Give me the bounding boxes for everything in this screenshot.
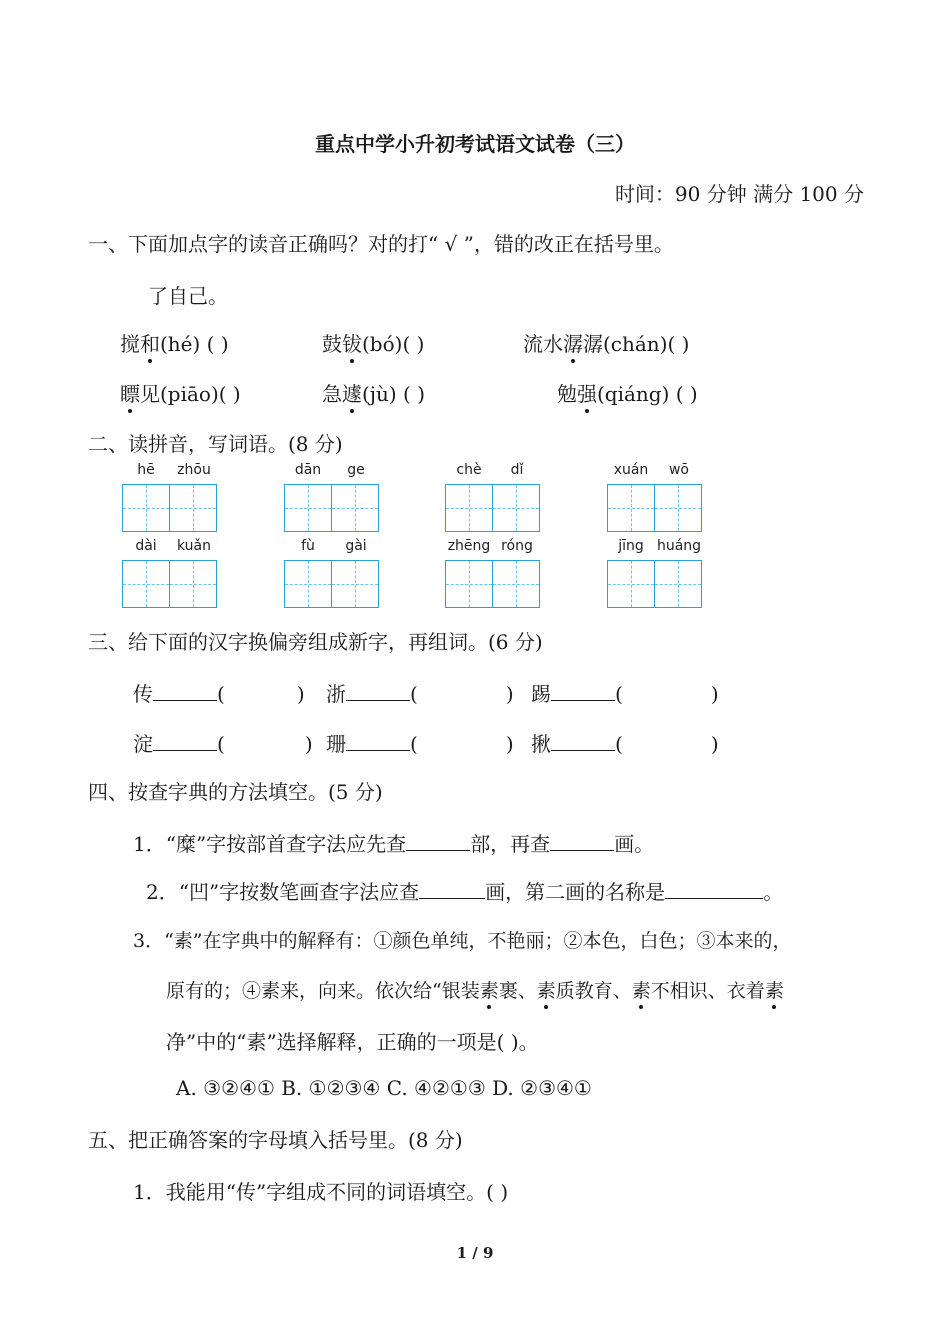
s1-item-3: 流水潺潺(chán)( ) [523, 328, 689, 357]
exam-meta: 时间：90 分钟 满分 100 分 [614, 182, 864, 206]
tianzige-box[interactable] [655, 484, 702, 532]
tianzige-box[interactable] [332, 484, 379, 532]
section-5-heading: 五、把正确答案的字母填入括号里。(8 分) [88, 1128, 463, 1152]
answer-blank[interactable] [551, 680, 615, 701]
page-title: 重点中学小升初考试语文试卷（三） [315, 132, 635, 156]
tianzige-box[interactable] [445, 484, 493, 532]
section-1-note: 了自己。 [148, 284, 228, 308]
tianzige-box[interactable] [655, 560, 702, 608]
answer-blank[interactable] [346, 680, 410, 701]
pinyin-label: zhēng róng [447, 538, 533, 554]
pinyin-label: xuán wō [613, 462, 689, 478]
answer-blank[interactable] [419, 878, 485, 899]
s4-question-3-line-1: 3．“素”在字典中的解释有：①颜色单纯，不艳丽；②本色，白色；③本来的， [133, 930, 792, 952]
pinyin-label: jīng huáng [618, 538, 702, 554]
s1-item-2: 鼓钹(bó)( ) [322, 328, 424, 357]
section-1-heading: 一、下面加点字的读音正确吗？对的打“ √ ”，错的改正在括号里。 [88, 232, 674, 256]
s1-item-5: 急遽(jù) ( ) [322, 378, 425, 407]
page-number: 1 / 9 [456, 1244, 494, 1262]
pinyin-label: fù gài [301, 538, 367, 554]
s1-item-1: 搅和(hé) ( ) [120, 328, 229, 357]
s4-question-1: 1．“糜”字按部首查字法应先查 部，再查 画。 [133, 832, 655, 856]
pinyin-label: dān ge [294, 462, 365, 478]
s4-question-3-line-2: 原有的；④素来，向来。依次给“银装素裹、素质教育、素不相识、衣着素 [166, 976, 784, 1003]
s4-question-3-line-3: 净”中的“素”选择解释，正确的一项是( )。 [166, 1030, 539, 1054]
s4-question-2: 2．“凹”字按数笔画查字法应查 画，第二画的名称是 。 [146, 880, 784, 904]
tianzige-box[interactable] [332, 560, 379, 608]
answer-blank[interactable] [550, 830, 614, 851]
answer-blank[interactable] [665, 878, 763, 899]
pinyin-label: chè dǐ [456, 462, 524, 478]
section-3-heading: 三、给下面的汉字换偏旁组成新字，再组词。(6 分) [88, 630, 543, 654]
answer-blank[interactable] [346, 730, 410, 751]
tianzige-box[interactable] [170, 484, 217, 532]
tianzige-box[interactable] [493, 484, 540, 532]
answer-blank[interactable] [153, 680, 217, 701]
answer-blank[interactable] [551, 730, 615, 751]
s1-item-6: 勉强(qiáng) ( ) [557, 378, 698, 407]
tianzige-box[interactable] [493, 560, 540, 608]
s5-question-1: 1．我能用“传”字组成不同的词语填空。( ) [133, 1180, 509, 1204]
tianzige-box[interactable] [284, 560, 332, 608]
s3-item-6: 揪 ( ) [531, 732, 719, 756]
s3-item-5: 珊 ( ) [326, 732, 514, 756]
answer-blank[interactable] [406, 830, 470, 851]
pinyin-label: dài kuǎn [135, 538, 211, 554]
s3-item-4: 淀 ( ) [133, 732, 313, 756]
s3-item-1: 传 ( ) [133, 682, 305, 706]
section-2-heading: 二、读拼音，写词语。(8 分) [88, 432, 343, 456]
tianzige-box[interactable] [445, 560, 493, 608]
s4-question-3-options: A. ③②④① B. ①②③④ C. ④②①③ D. ②③④① [176, 1076, 592, 1100]
tianzige-box[interactable] [170, 560, 217, 608]
tianzige-box[interactable] [607, 560, 655, 608]
tianzige-box[interactable] [607, 484, 655, 532]
section-4-heading: 四、按查字典的方法填空。(5 分) [88, 780, 383, 804]
s3-item-2: 浙 ( ) [326, 682, 514, 706]
pinyin-label: hē zhōu [137, 462, 211, 478]
s1-item-4: 瞟见(piāo)( ) [120, 378, 241, 407]
tianzige-box[interactable] [284, 484, 332, 532]
tianzige-box[interactable] [122, 560, 170, 608]
tianzige-box[interactable] [122, 484, 170, 532]
s3-item-3: 踢 ( ) [531, 682, 719, 706]
answer-blank[interactable] [153, 730, 217, 751]
